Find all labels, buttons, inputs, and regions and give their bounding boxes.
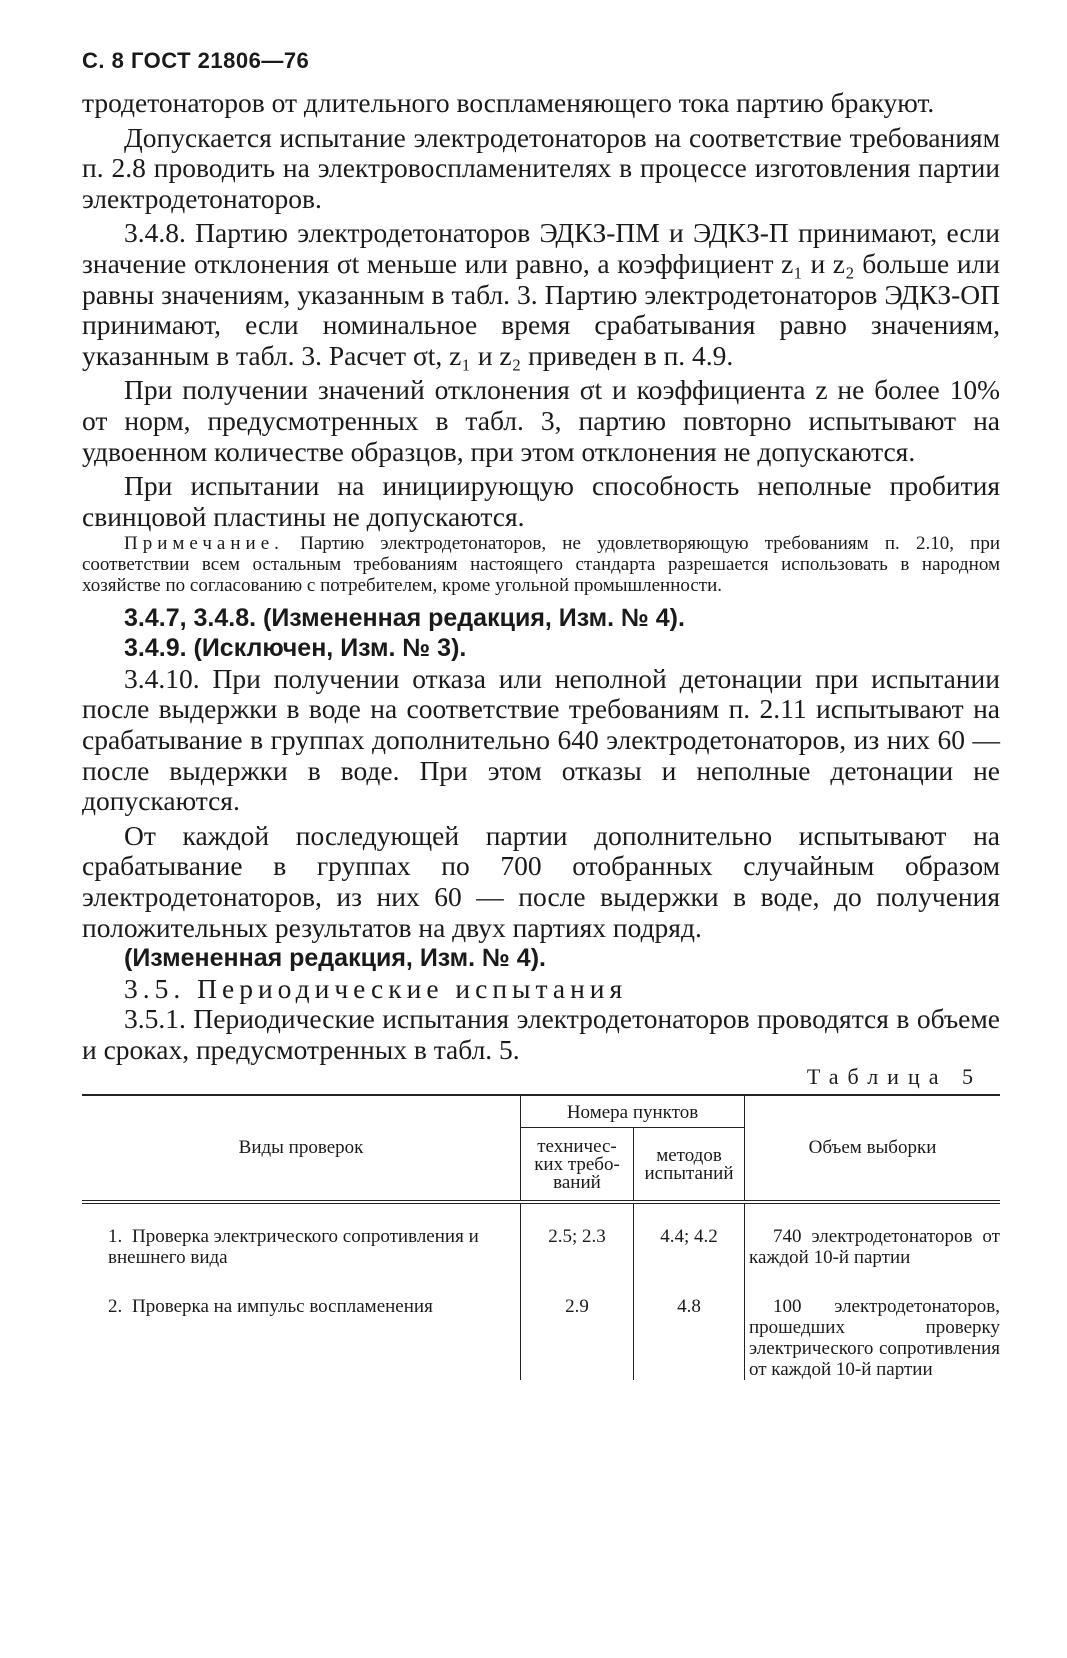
table-row (82, 1202, 1000, 1268)
cell-tech: 2.5; 2.3 (521, 1202, 634, 1268)
cell-methods: 4.4; 4.2 (634, 1202, 745, 1268)
header-kinds: Виды проверок (238, 1137, 364, 1159)
row-kind: Проверка на импульс воспламенения (132, 1295, 433, 1317)
cell-tech: 2.9 (521, 1268, 634, 1380)
section-title: 3.5. Периодические испытания (124, 972, 628, 1004)
header-methods: методов испытаний (634, 1127, 745, 1202)
header-tech: техничес-ких требо-ваний (521, 1127, 634, 1202)
table-row (82, 1268, 1000, 1380)
note-label: Примечание. (124, 533, 284, 555)
row-kind: Проверка электрического сопротивления и внешнего вида (108, 1225, 479, 1268)
row-number: 2. (108, 1295, 123, 1317)
row-number: 1. (108, 1225, 123, 1247)
paragraph: От каждой последующей партии дополнительно испытывают на срабатывание в группах по 700 отобранных случайным образом электродетонаторов, из них 60 — после выдержки в воде, до получения положительных результатов на двух партиях подряд. (82, 819, 1000, 943)
clause-3-4-10: 3.4.10. При получении отказа или неполной детонации при испытании после выдержки в воде на соответствие требованиям п. 2.11 испытывают на срабатывание в группах дополнительно 640 электродетонаторов, из них 60 — после выдержки в воде. При этом отказы и неполные детонации не допускаются. (82, 662, 1000, 817)
header-numbers: Номера пунктов (521, 1095, 745, 1128)
paragraph: Допускается испытание электродетонаторов на соответствие требованиям п. 2.8 проводить на электровоспламенителях в процессе изготовления партии электродетонаторов. (82, 121, 1000, 214)
cell-volume: 100 электродетонаторов, прошедших проверку электрического сопротивления от каждой 10-й партии (745, 1268, 1001, 1380)
cell-volume: 740 электродетонаторов от каждой 10-й партии (745, 1202, 1001, 1268)
table-5 (82, 1094, 1000, 1380)
clause-3-5-1: 3.5.1. Периодические испытания электродетонаторов проводятся в объеме и сроках, предусмотренных в табл. 5. (82, 1003, 1000, 1066)
paragraph: тродетонаторов от длительного воспламеняющего тока партию бракуют. (82, 87, 935, 118)
header-volume: Объем выборки (745, 1095, 1001, 1202)
clause-3-4-8: 3.4.8. Партию электродетонаторов ЭДКЗ-ПМ и ЭДКЗ-П принимают, если значение отклонения σt меньше или равно, а коэффициент z₁ и z₂ больше или равны значениям, указанным в табл. 3. Партию электродетонаторов ЭДКЗ-ОП принимают, если номинальное время срабатывания равно значениям, указанным в табл. 3. Расчет σt, z₁ и z₂ приведен в п. 4.9. (82, 217, 1000, 371)
document-page (82, 48, 1000, 1380)
note-text: Партию электродетонаторов, не удовлетворяющую требованиям п. 2.10, при соответствии всем остальным требованиям настоящего стандарта разрешается использовать в народном хозяйстве по согласованию с потребителем, кроме угольной промышленности. (82, 533, 1000, 596)
cell-kind (82, 1268, 521, 1380)
amendment-line: 3.4.7, 3.4.8. (Измененная редакция, Изм. № 4). (124, 603, 685, 632)
note (82, 534, 1000, 596)
page-header: С. 8 ГОСТ 21806—76 (82, 48, 310, 73)
paragraph: При получении значений отклонения σt и коэффициента z не более 10% от норм, предусмотренных в табл. 3, партию повторно испытывают на удвоенном количестве образцов, при этом отклонения не допускаются. (82, 374, 1000, 467)
table-caption: Таблица 5 (806, 1063, 982, 1089)
excluded-line: 3.4.9. (Исключен, Изм. № 3). (124, 634, 467, 663)
cell-kind (82, 1202, 521, 1268)
amendment-line: (Измененная редакция, Изм. № 4). (124, 944, 546, 973)
paragraph: При испытании на инициирующую способность неполные пробития свинцовой пластины не допускаются. (82, 470, 1000, 532)
cell-methods: 4.8 (634, 1268, 745, 1380)
